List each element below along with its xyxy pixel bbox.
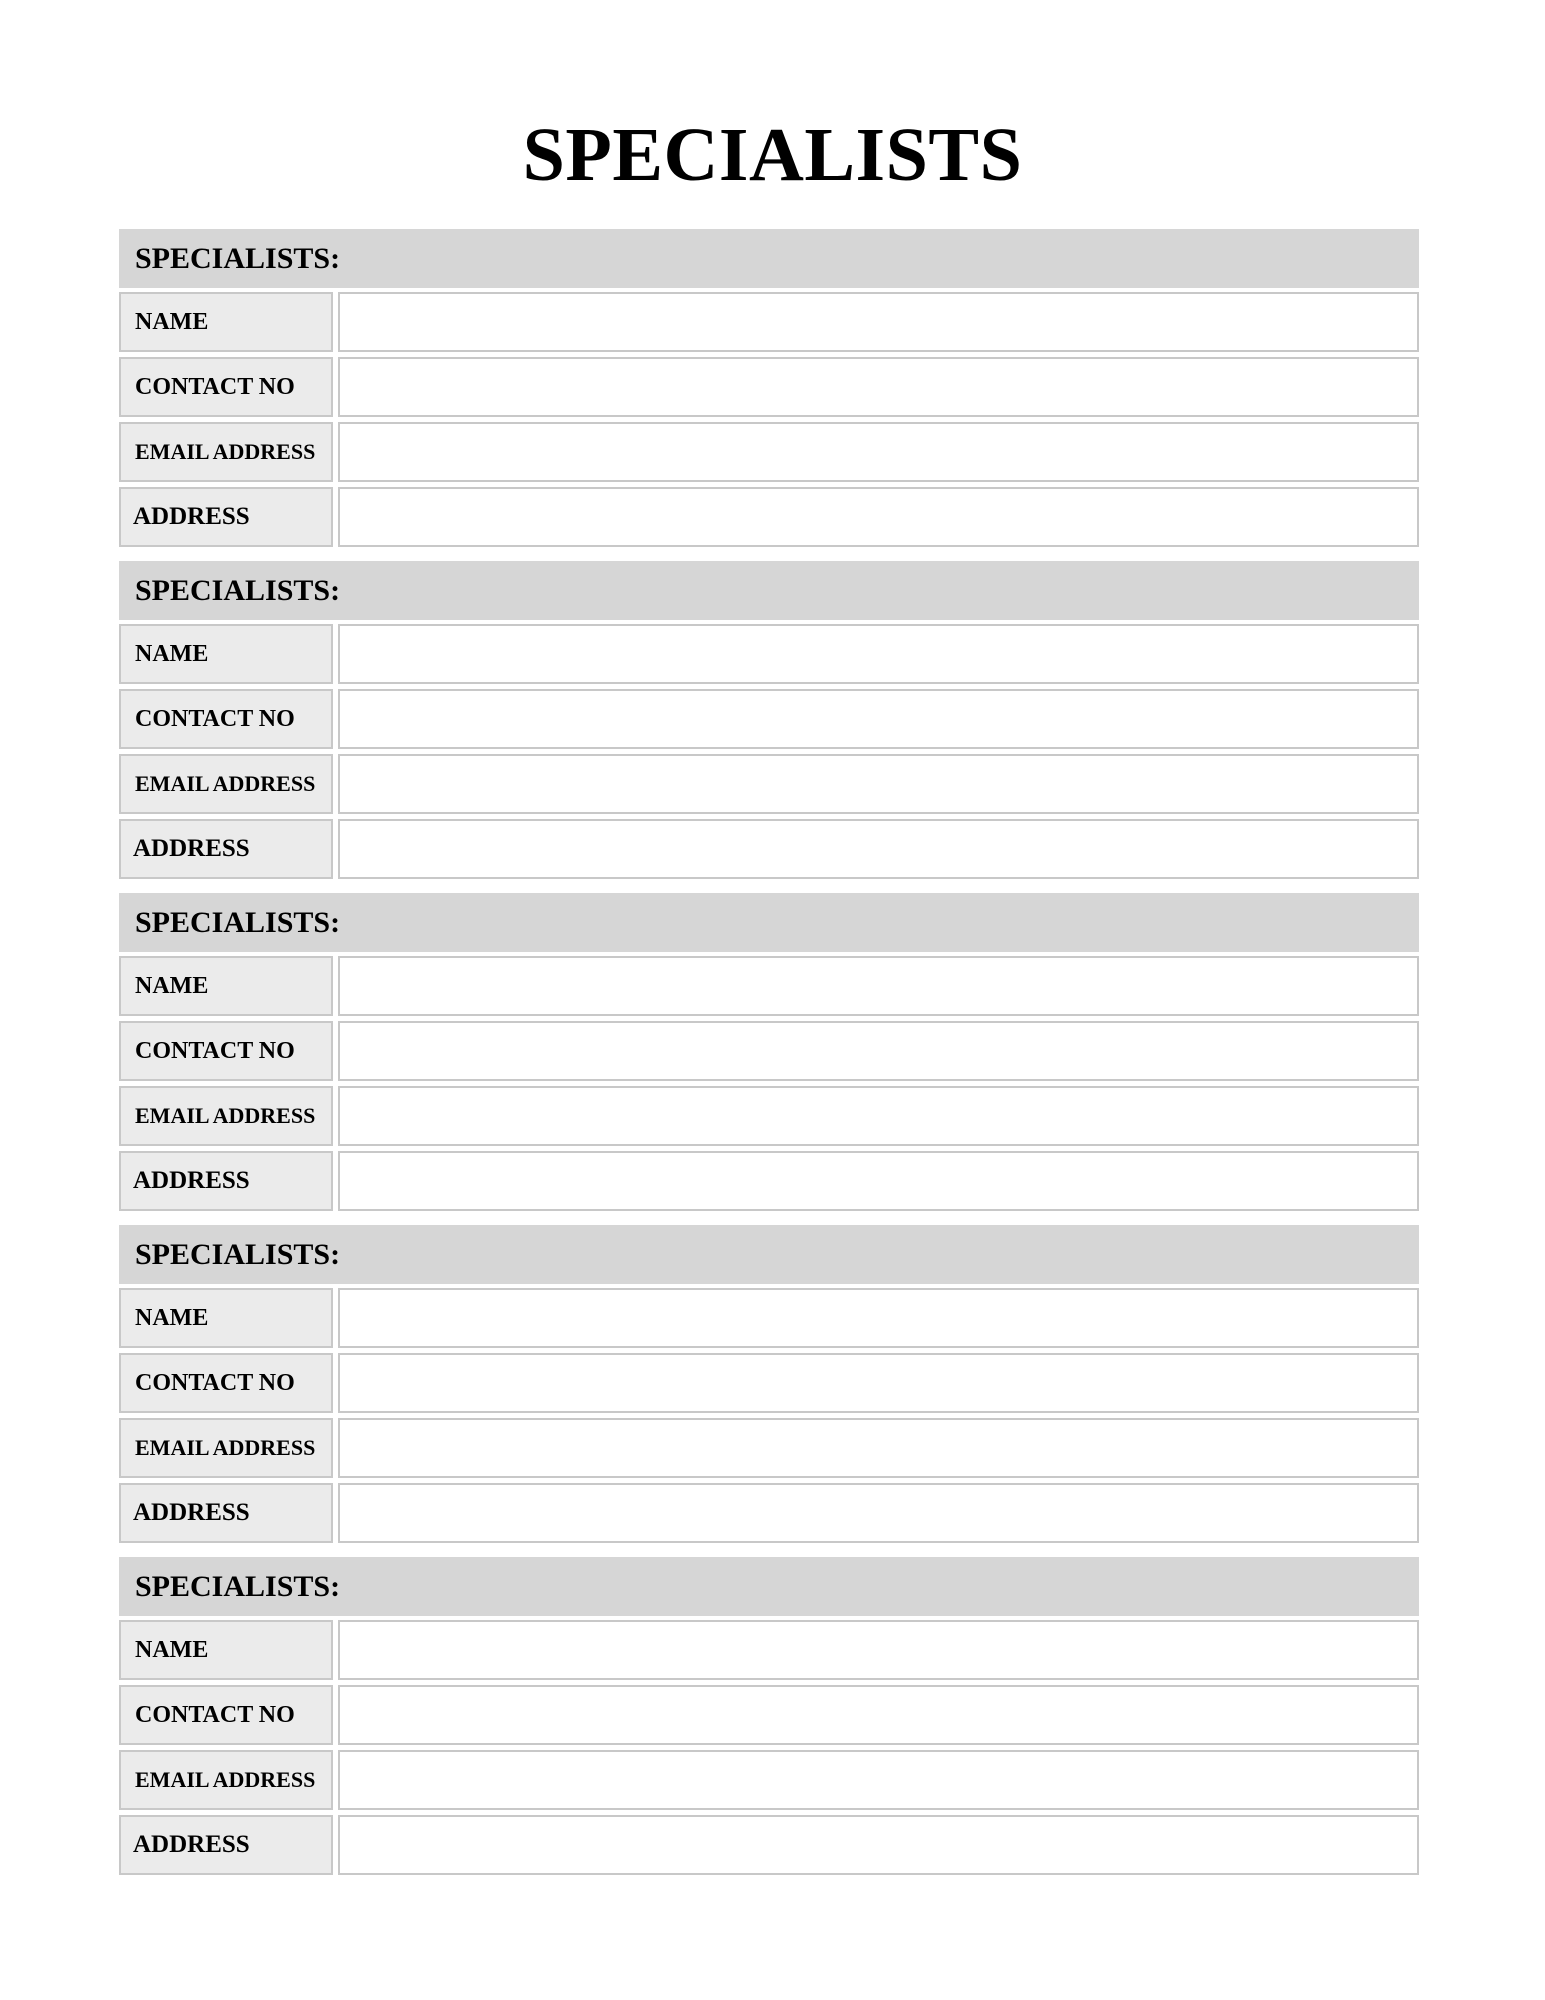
section-header: SPECIALISTS:: [119, 1225, 1419, 1284]
email-address-row: [119, 1418, 1419, 1478]
contact-no-field[interactable]: [338, 1685, 1419, 1745]
email-address-field[interactable]: [338, 1086, 1419, 1146]
section-header: SPECIALISTS:: [119, 893, 1419, 952]
name-label: NAME: [119, 1288, 333, 1348]
specialist-section: [119, 561, 1419, 879]
email-address-label: EMAIL ADDRESS: [119, 422, 333, 482]
name-row: [119, 624, 1419, 684]
contact-no-field[interactable]: [338, 1353, 1419, 1413]
specialist-section: [119, 1557, 1419, 1875]
address-field[interactable]: [338, 1151, 1419, 1211]
contact-no-label: CONTACT NO: [119, 1685, 333, 1745]
email-address-label: EMAIL ADDRESS: [119, 1418, 333, 1478]
contact-no-label: CONTACT NO: [119, 1021, 333, 1081]
address-row: [119, 1483, 1419, 1543]
address-label: ADDRESS: [119, 1151, 333, 1211]
address-row: [119, 819, 1419, 879]
address-label: ADDRESS: [119, 819, 333, 879]
email-address-row: [119, 422, 1419, 482]
name-label: NAME: [119, 1620, 333, 1680]
specialist-section: [119, 893, 1419, 1211]
name-label: NAME: [119, 292, 333, 352]
contact-no-row: [119, 689, 1419, 749]
email-address-field[interactable]: [338, 1418, 1419, 1478]
page-title: SPECIALISTS: [522, 113, 1023, 197]
contact-no-field[interactable]: [338, 357, 1419, 417]
address-row: [119, 1151, 1419, 1211]
address-field[interactable]: [338, 487, 1419, 547]
section-header: SPECIALISTS:: [119, 561, 1419, 620]
specialist-section: [119, 1225, 1419, 1543]
name-field[interactable]: [338, 1620, 1419, 1680]
name-field[interactable]: [338, 292, 1419, 352]
email-address-field[interactable]: [338, 754, 1419, 814]
email-address-row: [119, 1750, 1419, 1810]
address-field[interactable]: [338, 1815, 1419, 1875]
contact-no-label: CONTACT NO: [119, 1353, 333, 1413]
email-address-label: EMAIL ADDRESS: [119, 1750, 333, 1810]
name-row: [119, 1620, 1419, 1680]
contact-no-row: [119, 1353, 1419, 1413]
contact-no-field[interactable]: [338, 1021, 1419, 1081]
name-field[interactable]: [338, 956, 1419, 1016]
name-field[interactable]: [338, 624, 1419, 684]
name-field[interactable]: [338, 1288, 1419, 1348]
name-row: [119, 956, 1419, 1016]
name-row: [119, 292, 1419, 352]
address-label: ADDRESS: [119, 1815, 333, 1875]
address-label: ADDRESS: [119, 487, 333, 547]
address-row: [119, 487, 1419, 547]
section-header: SPECIALISTS:: [119, 229, 1419, 288]
address-field[interactable]: [338, 1483, 1419, 1543]
name-row: [119, 1288, 1419, 1348]
address-row: [119, 1815, 1419, 1875]
email-address-label: EMAIL ADDRESS: [119, 1086, 333, 1146]
contact-no-row: [119, 1685, 1419, 1745]
contact-no-label: CONTACT NO: [119, 689, 333, 749]
address-label: ADDRESS: [119, 1483, 333, 1543]
email-address-field[interactable]: [338, 1750, 1419, 1810]
email-address-label: EMAIL ADDRESS: [119, 754, 333, 814]
name-label: NAME: [119, 956, 333, 1016]
contact-no-field[interactable]: [338, 689, 1419, 749]
email-address-field[interactable]: [338, 422, 1419, 482]
contact-no-label: CONTACT NO: [119, 357, 333, 417]
name-label: NAME: [119, 624, 333, 684]
email-address-row: [119, 1086, 1419, 1146]
email-address-row: [119, 754, 1419, 814]
specialists-form: [119, 229, 1419, 1889]
contact-no-row: [119, 1021, 1419, 1081]
contact-no-row: [119, 357, 1419, 417]
section-header: SPECIALISTS:: [119, 1557, 1419, 1616]
address-field[interactable]: [338, 819, 1419, 879]
specialist-section: [119, 229, 1419, 547]
